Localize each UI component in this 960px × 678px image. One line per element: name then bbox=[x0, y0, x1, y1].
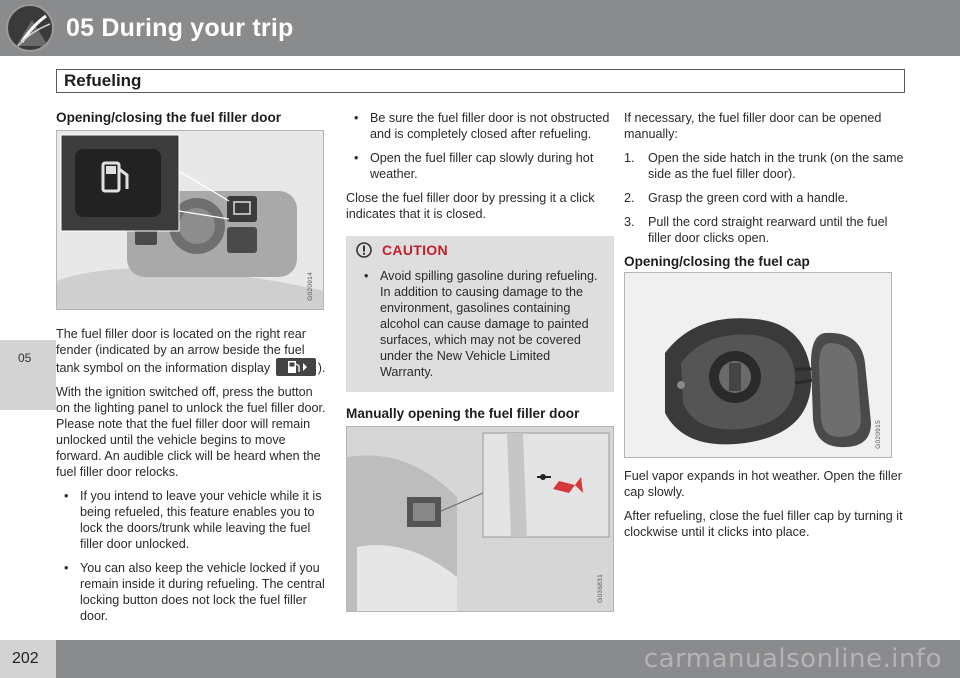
figure-manual-release bbox=[346, 426, 614, 612]
step-text: Pull the cord straight rearward until the fuel filler door clicks open. bbox=[648, 215, 888, 245]
list-item: • If you intend to leave your vehicle while it is being refueled, this feature enables you to lock the doors/trunk while leaving the fuel filler door unlocked. bbox=[56, 488, 328, 552]
caution-bullet-list bbox=[356, 268, 606, 380]
step-text: Open the side hatch in the trunk (on the same side as the fuel filler door). bbox=[648, 151, 904, 181]
paragraph-text-end: ). bbox=[317, 361, 326, 375]
list-item: • Be sure the fuel filler door is not obstructed and is completely closed after refueling. bbox=[346, 110, 614, 142]
heading-manual-opening: Manually opening the fuel filler door bbox=[346, 406, 580, 421]
numbered-steps bbox=[624, 150, 908, 246]
bullet-list-refueling-tips bbox=[346, 110, 614, 182]
caution-box bbox=[346, 236, 614, 392]
paragraph-manual-intro: If necessary, the fuel filler door can be opened manually: bbox=[624, 111, 882, 141]
list-item: • Open the fuel filler cap slowly during hot weather. bbox=[346, 150, 614, 182]
section-title-box bbox=[56, 69, 905, 93]
list-item bbox=[624, 150, 908, 182]
step-number: 3. bbox=[624, 215, 635, 229]
trunk-release-illustration bbox=[347, 427, 614, 612]
section-title: Refueling bbox=[64, 71, 142, 90]
page-number: 202 bbox=[12, 650, 39, 667]
heading-fuel-cap: Opening/closing the fuel cap bbox=[624, 254, 810, 269]
figure-code: G020914 bbox=[307, 272, 314, 301]
watermark: carmanualsonline.info bbox=[643, 644, 942, 674]
figure-code: G020915 bbox=[875, 420, 882, 449]
paragraph-close-door: Close the fuel filler door by pressing it a click indicates that it is closed. bbox=[346, 191, 595, 221]
figure-fuel-cap bbox=[624, 272, 892, 458]
figure-code: G036831 bbox=[597, 574, 604, 603]
bullet-list-locking bbox=[56, 488, 328, 624]
step-text: Grasp the green cord with a handle. bbox=[648, 191, 849, 205]
list-item: • Avoid spilling gasoline during refueling. In addition to causing damage to the environment, gasolines containing alcohol can cause damage to painted surfaces, which may not be covered under the New Vehicle Limited Warranty. bbox=[356, 268, 606, 380]
chapter-road-icon bbox=[6, 4, 54, 52]
chapter-side-tab-label: 05 bbox=[18, 351, 32, 365]
fuel-pump-display-icon bbox=[276, 358, 316, 376]
column-3 bbox=[624, 110, 908, 548]
fuel-cap-illustration bbox=[625, 273, 892, 458]
step-number: 2. bbox=[624, 191, 635, 205]
caution-exclamation-icon bbox=[356, 242, 372, 258]
paragraph-fuel-door-location bbox=[56, 326, 328, 376]
chapter-title: 05 During your trip bbox=[66, 14, 294, 42]
list-item bbox=[624, 190, 908, 206]
caution-header bbox=[356, 242, 606, 258]
figure-lighting-panel bbox=[56, 130, 324, 310]
paragraph-text: The fuel filler door is located on the right rear fender (indicated by an arrow beside the fuel tank symbol on the information display bbox=[56, 327, 306, 375]
step-number: 1. bbox=[624, 151, 635, 165]
caution-title: CAUTION bbox=[382, 242, 448, 258]
lighting-panel-illustration bbox=[57, 131, 324, 310]
list-item bbox=[624, 214, 908, 246]
column-2 bbox=[346, 110, 614, 612]
paragraph-close-cap: After refueling, close the fuel filler cap by turning it clockwise until it clicks into place. bbox=[624, 509, 903, 539]
column-1 bbox=[56, 110, 328, 632]
paragraph-unlock-instructions: With the ignition switched off, press the button on the lighting panel to unlock the fuel filler door. Please note that the fuel filler door will remain unlocked until the vehicle begins to move forward. An audible click will be heard when the fuel filler door relocks. bbox=[56, 385, 326, 479]
heading-fuel-filler-door: Opening/closing the fuel filler door bbox=[56, 110, 282, 125]
paragraph-vapor: Fuel vapor expands in hot weather. Open the filler cap slowly. bbox=[624, 469, 902, 499]
list-item: • You can also keep the vehicle locked if you remain inside it during refueling. The central locking button does not lock the fuel filler door. bbox=[56, 560, 328, 624]
